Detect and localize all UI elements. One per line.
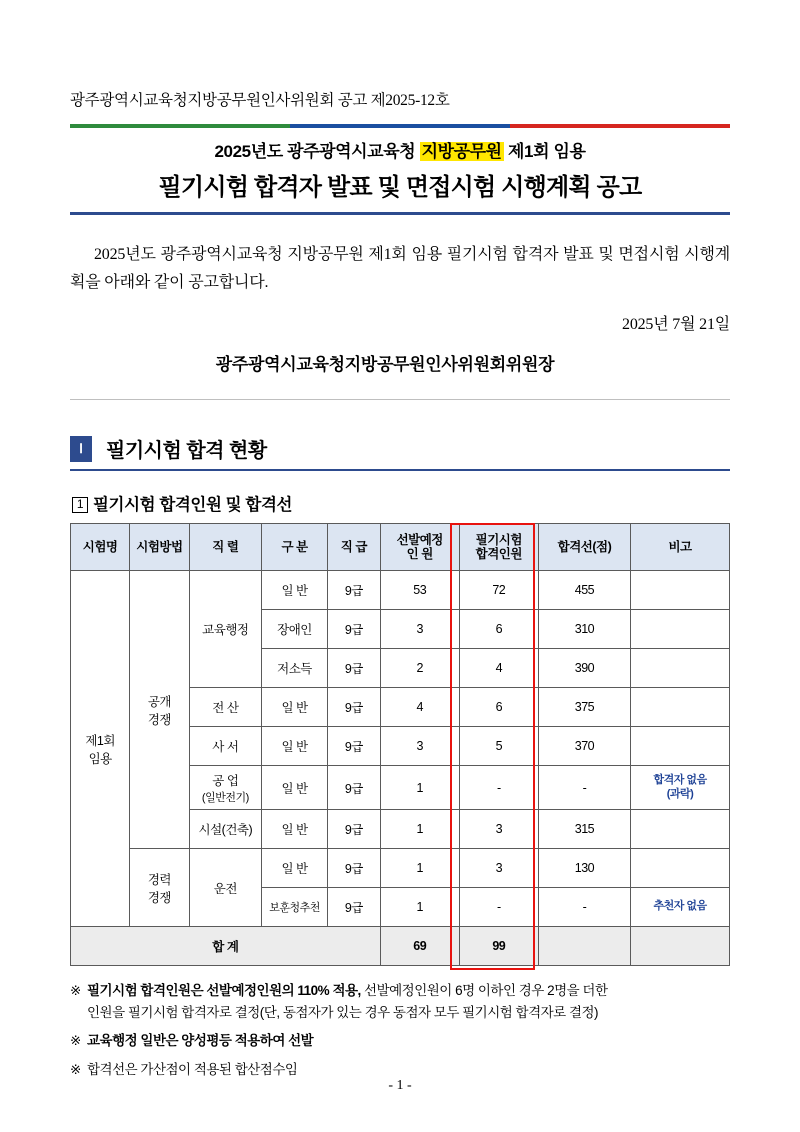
- footnote-mark: ※: [70, 1033, 81, 1049]
- cell-method-career: [130, 849, 189, 927]
- cell-grade: 9급: [327, 649, 380, 688]
- th-planned-line2: 인 원: [406, 547, 433, 561]
- cell-remark: [631, 610, 730, 649]
- title-bottom-rule: [70, 212, 730, 215]
- th-remark: 비고: [631, 524, 730, 571]
- remark-line1: 합격자 없음: [653, 773, 707, 786]
- series-engineering-line1: 공 업: [212, 773, 239, 788]
- footnote-normal: 선발예정인원이 6명 이하인 경우 2명을 더한: [360, 983, 608, 998]
- cell-division: 일 반: [262, 571, 328, 610]
- exam-name-line2: 임용: [88, 751, 112, 766]
- cell-total-remark: [631, 927, 730, 966]
- cell-division: 일 반: [262, 727, 328, 766]
- cell-series-facility: 시설(건축): [189, 810, 261, 849]
- table-row: [71, 849, 730, 888]
- section-divider: [70, 399, 730, 400]
- th-passed: [459, 524, 538, 571]
- subsection-title: 필기시험 합격인원 및 합격선: [93, 496, 293, 514]
- page-number: - 1 -: [388, 1078, 412, 1093]
- cell-division: 일 반: [262, 688, 328, 727]
- cell-division: 일 반: [262, 766, 328, 810]
- results-table: [70, 523, 730, 966]
- cell-series-librarian: 사 서: [189, 727, 261, 766]
- cell-remark: [631, 727, 730, 766]
- cell-passed: 3: [459, 810, 538, 849]
- cell-passed: 72: [459, 571, 538, 610]
- cell-grade: 9급: [327, 727, 380, 766]
- cell-cutline: 315: [538, 810, 630, 849]
- series-engineering-line2: (일반전기): [201, 791, 249, 804]
- title-block: [70, 124, 730, 215]
- intro-paragraph: [70, 241, 730, 297]
- title-line-2: 필기시험 합격자 발표 및 면접시험 시행계획 공고: [158, 174, 642, 201]
- cell-division: 장애인: [262, 610, 328, 649]
- table-total-row: [71, 927, 730, 966]
- cell-planned: 1: [380, 888, 459, 927]
- footnote-item: [70, 1030, 730, 1052]
- announcement-date: 2025년 7월 21일: [622, 316, 730, 333]
- section-marker: Ⅰ: [70, 436, 92, 462]
- cell-total-planned: 69: [380, 927, 459, 966]
- cell-cutline: 310: [538, 610, 630, 649]
- exam-name-line1: 제1회: [85, 733, 115, 748]
- document-number: 광주광역시교육청지방공무원인사위원회 공고 제2025-12호: [70, 92, 450, 109]
- cell-series-it: 전 산: [189, 688, 261, 727]
- title-line1-post: 제1회 임용: [503, 142, 586, 161]
- title-line1-pre: 2025년도 광주광역시교육청: [214, 142, 420, 161]
- cell-planned: 4: [380, 688, 459, 727]
- cell-grade: 9급: [327, 849, 380, 888]
- cell-total-label: 합 계: [71, 927, 381, 966]
- cell-remark: [631, 571, 730, 610]
- cell-grade: 9급: [327, 688, 380, 727]
- cell-cutline: 455: [538, 571, 630, 610]
- th-cutline: 합격선(점): [538, 524, 630, 571]
- cell-remark: 추천자 없음: [631, 888, 730, 927]
- table-wrapper: [70, 523, 730, 966]
- footnote-normal: 합격선은 가산점이 적용된 합산점수임: [87, 1061, 298, 1077]
- th-planned-line1: 선발예정: [396, 532, 443, 547]
- cell-planned: 3: [380, 727, 459, 766]
- cell-planned: 2: [380, 649, 459, 688]
- table-row: [71, 571, 730, 610]
- cell-cutline: 130: [538, 849, 630, 888]
- cell-division: 보훈청추천: [262, 888, 328, 927]
- method-career-line1: 경력: [147, 872, 172, 887]
- cell-passed: 3: [459, 849, 538, 888]
- cell-remark: [631, 766, 730, 810]
- cell-series-edu: 교육행정: [189, 571, 261, 688]
- method-open-line1: 공개: [147, 694, 172, 709]
- cell-planned: 3: [380, 610, 459, 649]
- cell-total-cutline: [538, 927, 630, 966]
- cell-remark: [631, 810, 730, 849]
- method-open-line2: 경쟁: [147, 712, 172, 727]
- intro-text: 2025년도 광주광역시교육청 지방공무원 제1회 임용 필기시험 합격자 발표 및 면접시험 시행계획을 아래와 같이 공고합니다.: [70, 246, 730, 291]
- th-exam-method: 시험방법: [130, 524, 189, 571]
- cell-cutline: -: [538, 766, 630, 810]
- cell-division: 저소득: [262, 649, 328, 688]
- cell-exam-name: [71, 571, 130, 927]
- table-header-row: [71, 524, 730, 571]
- cell-cutline: 375: [538, 688, 630, 727]
- th-passed-line2: 합격인원: [475, 547, 522, 561]
- cell-series-driver: 운전: [189, 849, 261, 927]
- cell-grade: 9급: [327, 766, 380, 810]
- section-underline: [70, 469, 730, 471]
- cell-remark: [631, 849, 730, 888]
- subsection-heading: [72, 491, 730, 515]
- cell-cutline: 390: [538, 649, 630, 688]
- th-exam-name: 시험명: [71, 524, 130, 571]
- footnote-mark: ※: [70, 1061, 81, 1077]
- footnotes: [70, 980, 730, 1080]
- cell-passed: 6: [459, 688, 538, 727]
- issuer-name: 광주광역시교육청지방공무원인사위원회위원장: [215, 355, 555, 374]
- cell-passed: -: [459, 766, 538, 810]
- footnote-bold: 필기시험 합격인원은 선발예정인원의 110% 적용,: [87, 983, 361, 998]
- cell-grade: 9급: [327, 810, 380, 849]
- th-division: 구 분: [262, 524, 328, 571]
- th-series: 직 렬: [189, 524, 261, 571]
- title-top-rule: [70, 124, 730, 128]
- cell-passed: 6: [459, 610, 538, 649]
- title-line-1: [70, 137, 730, 162]
- cell-total-passed: 99: [459, 927, 538, 966]
- section-heading: [70, 434, 730, 463]
- cell-grade: 9급: [327, 610, 380, 649]
- cell-passed: -: [459, 888, 538, 927]
- cell-planned: 1: [380, 849, 459, 888]
- subsection-number: 1: [72, 497, 88, 513]
- footnote-item: [70, 980, 730, 1023]
- footnote-text: [87, 1030, 730, 1052]
- cell-division: 일 반: [262, 810, 328, 849]
- footnote-line2: 인원을 필기시험 합격자로 결정(단, 동점자가 있는 경우 동점자 모두 필기시험 합격자로 결정): [87, 1004, 599, 1020]
- cell-remark: [631, 649, 730, 688]
- cell-grade: 9급: [327, 571, 380, 610]
- section-title: 필기시험 합격 현황: [106, 440, 267, 462]
- footnote-mark: ※: [70, 983, 81, 998]
- method-career-line2: 경쟁: [147, 890, 172, 905]
- cell-passed: 5: [459, 727, 538, 766]
- cell-division: 일 반: [262, 849, 328, 888]
- remark-line2: (과락): [666, 787, 694, 800]
- th-grade: 직 급: [327, 524, 380, 571]
- cell-remark: [631, 688, 730, 727]
- th-passed-line1: 필기시험: [475, 532, 522, 547]
- cell-planned: 1: [380, 766, 459, 810]
- cell-planned: 1: [380, 810, 459, 849]
- cell-cutline: 370: [538, 727, 630, 766]
- cell-series-engineering: [189, 766, 261, 810]
- cell-method-open: [130, 571, 189, 849]
- th-planned: [380, 524, 459, 571]
- cell-planned: 53: [380, 571, 459, 610]
- cell-passed: 4: [459, 649, 538, 688]
- cell-cutline: -: [538, 888, 630, 927]
- cell-grade: 9급: [327, 888, 380, 927]
- footnote-bold: 교육행정 일반은 양성평등 적용하여 선발: [87, 1033, 314, 1049]
- title-line1-highlight: 지방공무원: [421, 142, 502, 161]
- footnote-text: [87, 980, 730, 1023]
